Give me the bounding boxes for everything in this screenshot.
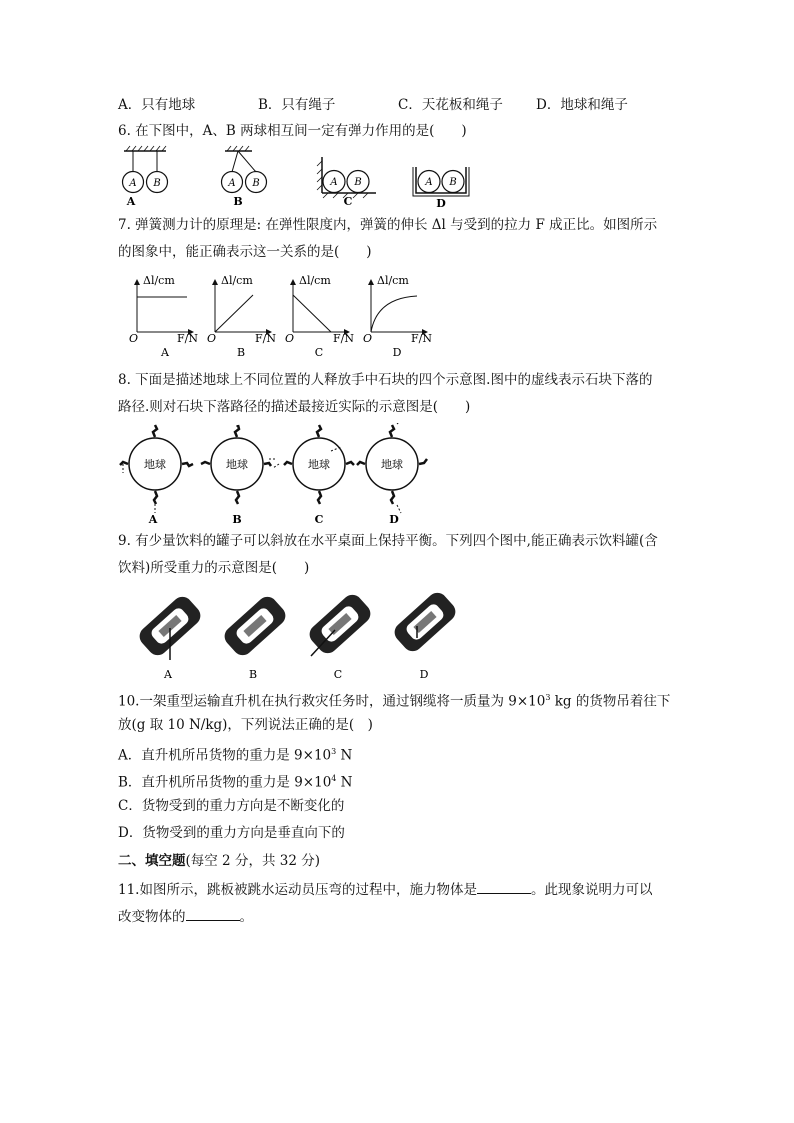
q10-question-line2: 放(g 取 10 N/kg)，下列说法正确的是( ) <box>118 717 373 733</box>
svg-text:B: B <box>232 513 242 526</box>
q6-label-d: D <box>436 197 446 207</box>
svg-text:B: B <box>248 668 258 680</box>
q6-figure <box>110 145 480 207</box>
svg-text:F/N: F/N <box>177 332 198 345</box>
q6-d-ball-a-label: A <box>425 177 433 188</box>
q11-blank-2[interactable] <box>186 908 240 921</box>
q7-graph-a <box>129 274 198 359</box>
q8-question-line1: 8. 下面是描述地球上不同位置的人释放手中石块的四个示意图.图中的虚线表示石块下落的 <box>118 372 653 388</box>
q6-diagram-c <box>317 157 376 207</box>
q6-a-ball-b-label: B <box>153 178 161 189</box>
section-heading: 二、填空题(每空 2 分，共 32 分) <box>118 853 320 869</box>
q6-b-ball-b-label: B <box>252 178 260 189</box>
q9-figure <box>135 588 475 680</box>
q11-question-line2: 改变物体的 。 <box>118 909 253 925</box>
q10-question-line1: 10.一架重型运输直升机在执行救灾任务时，通过钢缆将一质量为 $9\times 10^3$ kg 的货物吊着往下 <box>118 693 671 710</box>
q11-blank-1[interactable] <box>477 881 531 894</box>
q10-option-c: C．货物受到的重力方向是不断变化的 <box>118 798 345 814</box>
svg-text:F/N: F/N <box>255 332 276 345</box>
q9-question-line2: 饮料)所受重力的示意图是( ) <box>118 560 310 576</box>
q8-a-earth-label: 地球 <box>144 458 166 471</box>
q5-option-a: A．只有地球 <box>118 97 196 113</box>
q8-c-earth-label: 地球 <box>308 458 330 471</box>
q8-diagram-c <box>273 425 354 526</box>
q6-diagram-b <box>222 146 267 207</box>
q7-question-line1: 7. 弹簧测力计的原理是: 在弹性限度内，弹簧的伸长 Δl 与受到的拉力 F 成正比。如图所示 <box>118 217 658 233</box>
q5-option-c: C．天花板和绳子 <box>398 97 503 113</box>
svg-text:O: O <box>363 332 373 345</box>
svg-text:Δl/cm: Δl/cm <box>143 274 175 287</box>
q6-question: 6. 在下图中，A、B 两球相互间一定有弹力作用的是( ) <box>118 123 467 139</box>
q8-diagram-b <box>201 423 277 526</box>
q6-diagram-a <box>123 146 168 207</box>
q8-diagram-a <box>120 425 193 526</box>
svg-text:C: C <box>314 513 324 526</box>
q8-b-earth-label: 地球 <box>226 458 248 471</box>
svg-text:B: B <box>236 346 246 359</box>
q7-graph-b <box>207 274 276 359</box>
q6-d-ball-b-label: B <box>449 177 457 188</box>
q6-c-ball-b-label: B <box>354 177 362 188</box>
q7-graph-c <box>285 274 354 359</box>
q8-figure <box>115 423 445 527</box>
svg-text:O: O <box>207 332 217 345</box>
svg-text:A: A <box>164 668 172 680</box>
q6-a-ball-a-label: A <box>129 178 137 189</box>
svg-text:Δl/cm: Δl/cm <box>299 274 331 287</box>
q9-can-d <box>391 589 460 656</box>
svg-text:O: O <box>285 332 295 345</box>
q10-option-b: B．直升机所吊货物的重力是 $9\times 10^4$ N <box>118 774 353 791</box>
q8-d-earth-label: 地球 <box>381 458 403 471</box>
q7-question-line2: 的图象中，能正确表示这一关系的是( ) <box>118 244 372 260</box>
svg-text:A: A <box>148 513 158 526</box>
q8-question-line2: 路径.则对石块下落路径的描述最接近实际的示意图是( ) <box>118 399 471 415</box>
svg-text:D: D <box>392 346 402 359</box>
q5-option-b: B．只有绳子 <box>258 97 336 113</box>
q10-option-d: D．货物受到的重力方向是垂直向下的 <box>118 825 345 841</box>
svg-text:O: O <box>129 332 139 345</box>
q9-can-c <box>306 591 375 658</box>
q6-label-c: C <box>343 195 353 207</box>
q9-can-b <box>221 593 290 660</box>
q6-label-a: A <box>126 195 136 207</box>
q6-diagram-d <box>413 167 469 207</box>
q6-b-ball-a-label: A <box>228 178 236 189</box>
svg-text:F/N: F/N <box>333 332 354 345</box>
q5-option-d: D．地球和绳子 <box>536 97 628 113</box>
svg-text:D: D <box>389 513 399 526</box>
q8-diagram-d <box>357 423 427 526</box>
q9-question-line1: 9. 有少量饮料的罐子可以斜放在水平桌面上保持平衡。下列四个图中,能正确表示饮料罐(含 <box>118 533 658 549</box>
svg-text:Δl/cm: Δl/cm <box>377 274 409 287</box>
q7-graph-d <box>363 274 432 359</box>
svg-text:Δl/cm: Δl/cm <box>221 274 253 287</box>
q10-option-a: A．直升机所吊货物的重力是 $9\times 10^3$ N <box>118 747 353 764</box>
svg-text:A: A <box>161 346 169 359</box>
q6-label-b: B <box>233 195 243 207</box>
q11-question-line1: 11.如图所示，跳板被跳水运动员压弯的过程中，施力物体是 。此现象说明力可以 <box>118 882 653 898</box>
svg-text:C: C <box>333 668 343 680</box>
q6-c-ball-a-label: A <box>330 177 338 188</box>
svg-text:C: C <box>314 346 324 359</box>
svg-text:D: D <box>419 668 429 680</box>
q7-figure <box>125 270 445 360</box>
svg-text:F/N: F/N <box>411 332 432 345</box>
